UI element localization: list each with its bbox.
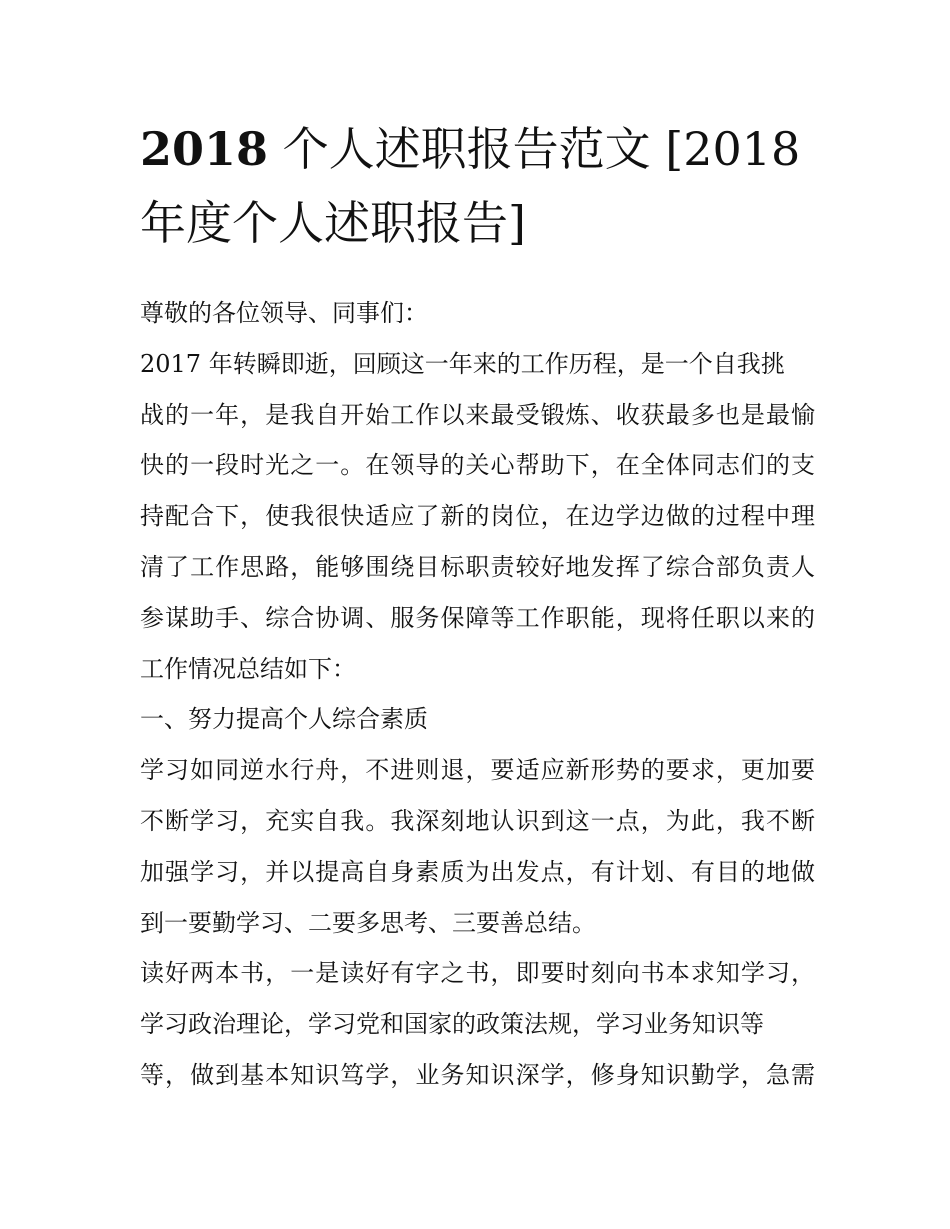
text-line: 不断学习，充实自我。我深刻地认识到这一点，为此，我不断 [140, 806, 815, 835]
text-line: 学习政治理论，学习党和国家的政策法规，学习业务知识等 [140, 1010, 764, 1039]
text-line: 等，做到基本知识笃学，业务知识深学，修身知识勤学，急需 [140, 1060, 815, 1089]
title-text: 个人述职报告范文 [2018 年度个人述职报告] [140, 122, 801, 250]
document-body [140, 288, 815, 1101]
document-title [140, 112, 815, 260]
text-line: 加强学习，并以提高自身素质为出发点，有计划、有目的地做 [140, 857, 815, 886]
text-line: 参谋助手、综合协调、服务保障等工作职能，现将任职以来的 [140, 603, 815, 632]
text-line: 清了工作思路，能够围绕目标职责较好地发挥了综合部负责人 [140, 552, 815, 581]
text-line: 一、努力提高个人综合素质 [140, 705, 428, 734]
text-line: 到一要勤学习、二要多思考、三要善总结。 [140, 908, 596, 937]
text-line: 2017 年转瞬即逝，回顾这一年来的工作历程，是一个自我挑 [140, 349, 785, 378]
title-year: 2018 [140, 122, 269, 176]
text-line: 战的一年，是我自开始工作以来最受锻炼、收获最多也是最愉 [140, 400, 815, 429]
text-line: 读好两本书，一是读好有字之书，即要时刻向书本求知学习， [140, 959, 815, 988]
text-line: 学习如同逆水行舟，不进则退，要适应新形势的要求，更加要 [140, 756, 815, 785]
text-line: 持配合下，使我很快适应了新的岗位，在边学边做的过程中理 [140, 502, 815, 531]
document-page [140, 112, 815, 1101]
text-line: 快的一段时光之一。在领导的关心帮助下，在全体同志们的支 [140, 451, 815, 480]
text-line: 工作情况总结如下： [140, 654, 356, 683]
text-line: 尊敬的各位领导、同事们： [140, 299, 428, 327]
